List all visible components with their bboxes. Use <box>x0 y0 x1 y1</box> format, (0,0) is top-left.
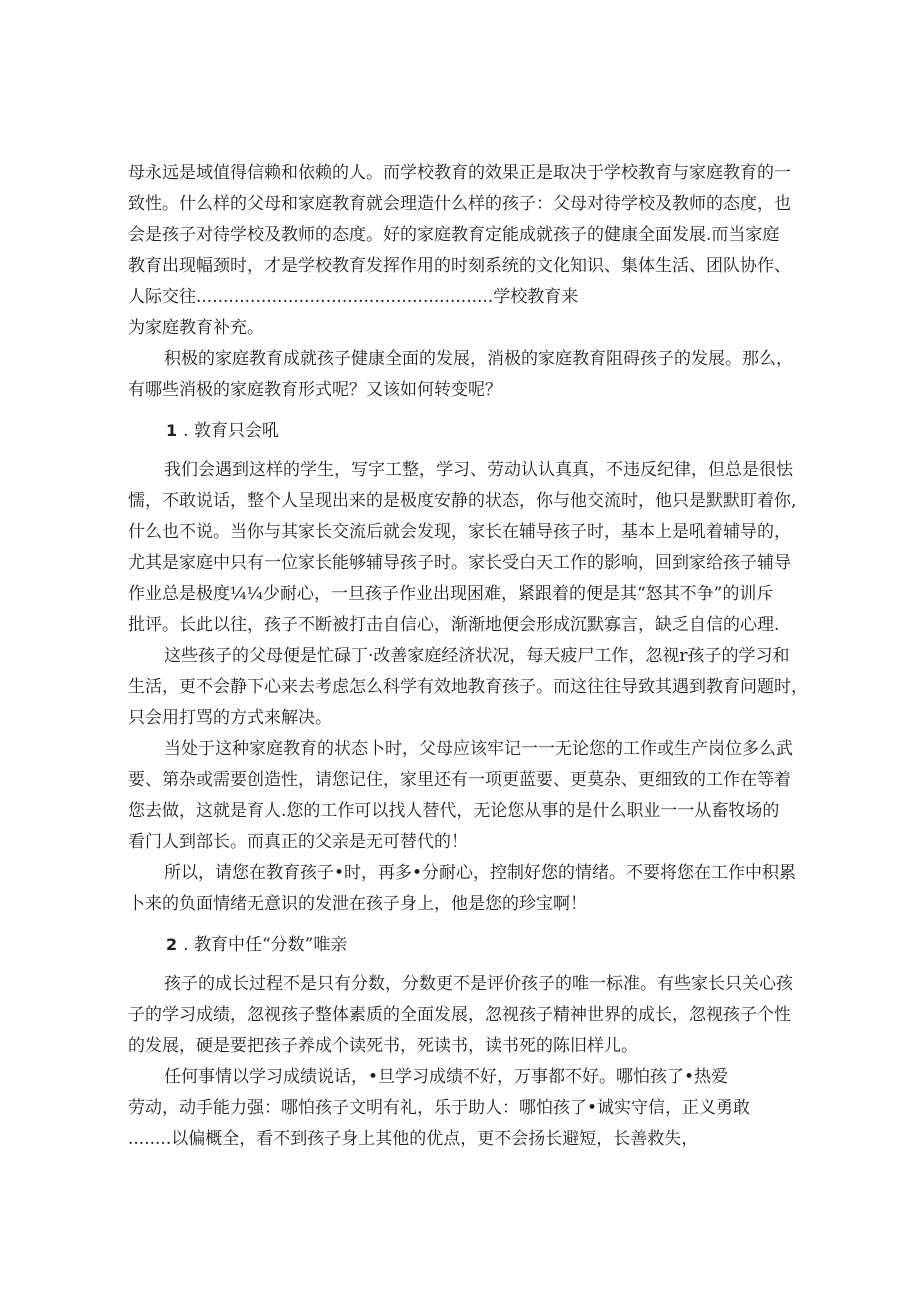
paragraph-line: 什么也不说。当你与其家长交流后就会发现，家长在辅导孩子时，基本上是吼着辅导的， <box>128 522 791 542</box>
paragraph-line: 您去做，这就是育人.您的工作可以找人替代，无论您从事的是什么职业一一从畜牧场的 <box>128 801 780 821</box>
paragraph-line: 劳动，动手能力强：哪怕孩子文明有礼，乐于助人：哪怕孩了•诚实守信，正义勇敢 <box>128 1098 751 1118</box>
paragraph-line: 教育出现幅颈时，才是学校教育发挥作用的时刻系统的文化知识、集体生活、团队协作、 <box>128 256 791 276</box>
paragraph-line: 有哪些消极的家庭教育形式呢？又该如何转变呢？ <box>128 380 502 400</box>
paragraph-line: 致性。什么样的父母和家庭教育就会理造什么样的孩子：父母对待学校及教师的态度，也 <box>128 194 791 214</box>
paragraph-line: 所以，请您在教育孩子•时，再多•分耐心，控制好您的情绪。不要将您在工作中积累 <box>164 863 797 883</box>
paragraph-line: 看门人到部长。而真正的父亲是无可替代的！ <box>128 832 468 852</box>
paragraph-line: 积极的家庭教育成就孩子健康全面的发展，消极的家庭教育阻碍孩子的发展。那么， <box>164 349 793 369</box>
paragraph-line: 会是孩子对待学校及教师的态度。好的家庭教育定能成就孩子的健康全面发展.而当家庭 <box>128 225 780 245</box>
heading-title: . 敦育只会吼 <box>183 421 279 441</box>
heading-number: 2 <box>166 935 178 954</box>
paragraph-line: 当处于这种家庭教育的状态卜时，父母应该牢记一一无论您的工作或生产岗位多么武 <box>164 739 793 759</box>
paragraph-line: 母永远是域值得信赖和依赖的人。而学校教育的效果正是取决于学校教育与家庭教育的一 <box>128 163 791 183</box>
paragraph-line: 生活，更不会静下心来去考虑怎么科学有效地教育孩子。而这往往导致其遇到教育问题时， <box>128 677 808 697</box>
paragraph-line: 批评。长此以往，孩子不断被打击自信心，渐渐地便会形成沉默寡言，缺乏自信的心理. <box>128 615 780 635</box>
paragraph-line: 懦，不敢说话，整个人呈现出来的是极度安静的状态，你与他交流时，他只是默默盯着你, <box>128 491 797 511</box>
paragraph-line: 为家庭教育补充。 <box>128 318 264 338</box>
document-body <box>128 158 808 1155</box>
paragraph-line: 的发展，硬是要把孩子养成个读死书，死读书，读书死的陈旧样儿。 <box>128 1036 638 1056</box>
paragraph-line: ........以偏概全，看不到孩子身上其他的优点，更不会扬长避短，长善救失， <box>128 1129 699 1149</box>
heading-title: . 教育中任“分数”唯亲 <box>183 935 348 955</box>
paragraph-line: 这些孩子的父母便是忙碌丁·改善家庭经济状况，每天疲尸工作，忽视r孩子的学习和 <box>164 646 790 666</box>
paragraph-line: 只会用打骂的方式来解决。 <box>128 708 332 728</box>
paragraph-line: 我们会遇到这样的学生，写字工整，学习、劳动认认真真，不违反纪律，但总是很怯 <box>164 460 793 480</box>
section-heading-1 <box>128 414 796 447</box>
heading-number: 1 <box>166 421 178 440</box>
paragraph-line: 人际交往.......................................................学校教育来 <box>128 287 579 307</box>
paragraph-line: 尤其是家庭中只有一位家长能够辅导孩子时。家长受白天工作的影响，回到家给孩子辅导 <box>128 553 791 573</box>
paragraph-line: 作业总是极度¼¼少耐心，一旦孩子作业出现困难，紧跟着的便是其“怒其不争”的训斥 <box>128 584 774 604</box>
paragraph-line: 子的学习成绩，忽视孩子整体素质的全面发展，忽视孩子精神世界的成长，忽视孩子个性 <box>128 1005 791 1025</box>
section-heading-2 <box>128 928 796 961</box>
paragraph-line: 任何事情以学习成绩说话，•旦学习成绩不好，万事都不好。哪怕孩了•热爱 <box>164 1067 729 1087</box>
paragraph-line: 孩子的成长过程不是只有分数，分数更不是评价孩子的唯一标准。有些家长只关心孩 <box>164 974 793 994</box>
paragraph-line: 卜来的负面情绪无意识的发泄在孩子身上，他是您的珍宝啊！ <box>128 894 587 914</box>
paragraph-line: 要、第杂或需要创造性，请您记住，家里还有一项更蓝要、更莫杂、更细致的工作在等着 <box>128 770 791 790</box>
